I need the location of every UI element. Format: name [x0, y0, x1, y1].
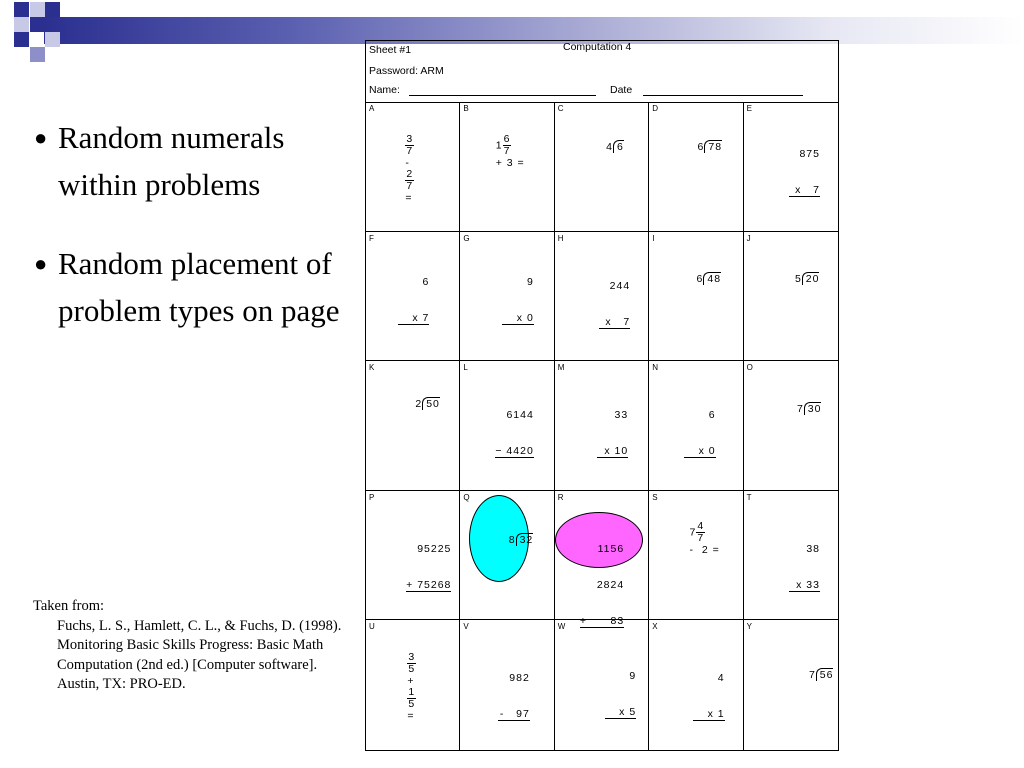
bullet-text: Random numerals within problems	[58, 120, 285, 202]
problem-cell-c	[555, 102, 649, 232]
bullet-list	[34, 114, 354, 366]
name-line	[409, 95, 596, 96]
bullet-item	[34, 114, 354, 208]
problem-y: 7 56	[808, 669, 834, 682]
problem-cell-r	[555, 491, 649, 627]
deco-square	[14, 32, 29, 47]
problem-b: 1 $\frac{6}{7}$ + 3 =	[495, 133, 525, 169]
fraction: $\frac{6}{7}$	[503, 133, 511, 157]
cell-label: O	[746, 363, 753, 373]
fraction: $\frac{3}{7}$	[406, 133, 414, 157]
problem-cell-b	[460, 102, 554, 232]
cell-label: S	[652, 492, 658, 502]
problem-cell-v	[460, 620, 554, 750]
cell-label: P	[369, 492, 375, 502]
cell-label: M	[557, 363, 565, 373]
problem-k: 2 50	[415, 398, 440, 411]
problem-cell-w	[555, 620, 649, 750]
problem-grid	[366, 102, 838, 750]
problem-cell-p	[366, 491, 460, 621]
fraction: $\frac{4}{7}$	[697, 519, 705, 544]
problem-m: 33 x 10	[597, 385, 628, 482]
problem-cell-m	[555, 361, 649, 491]
problem-cell-o	[744, 361, 838, 491]
problem-cell-i	[649, 232, 743, 362]
problem-x: 4 x 1	[693, 648, 724, 745]
sheet-password: Password: ARM	[369, 65, 444, 77]
deco-square	[30, 17, 45, 32]
deco-square	[30, 2, 45, 17]
problem-q: 8 32	[508, 533, 534, 546]
problem-w: 9 x 5	[605, 646, 636, 743]
cell-label: T	[746, 492, 752, 502]
cell-label: I	[652, 233, 655, 243]
date-line	[643, 95, 803, 96]
cell-label: H	[557, 233, 564, 243]
source-credit	[33, 597, 348, 695]
problem-u: $\frac{3}{5}$ + $\frac{1}{5}$ =	[407, 651, 416, 723]
problem-cell-x	[649, 620, 743, 750]
problem-cell-l	[460, 361, 554, 491]
fraction: $\frac{3}{5}$	[408, 651, 416, 676]
problem-cell-u	[366, 620, 460, 750]
credit-reference: Fuchs, L. S., Hamlett, C. L., & Fuchs, D. (1998). Monitoring Basic Skills Progress: Basic Math Computation (2nd ed.) [Computer software]. Austin, TX: PRO-ED.	[57, 617, 342, 692]
cell-label: L	[463, 363, 468, 373]
deco-square	[45, 2, 60, 17]
problem-cell-j	[744, 232, 838, 362]
cell-label: B	[463, 104, 469, 113]
cell-label: E	[746, 104, 752, 113]
fraction: $\frac{1}{5}$	[408, 686, 416, 711]
problem-cell-h	[555, 232, 649, 362]
problem-cell-q	[460, 491, 554, 621]
problem-e: 875 x 7	[789, 124, 820, 221]
date-label: Date	[610, 84, 633, 96]
problem-v: 982 - 97	[499, 672, 530, 721]
deco-square	[45, 32, 60, 47]
problem-cell-f	[366, 232, 460, 362]
cell-label: Q	[463, 492, 470, 502]
problem-cell-t	[744, 491, 838, 621]
cell-label: W	[557, 622, 566, 632]
cell-label: R	[557, 492, 564, 502]
fraction: $\frac{2}{7}$	[406, 168, 414, 192]
problem-h: 244 x 7	[599, 256, 630, 353]
problem-p: 95225 + 75268	[406, 542, 452, 591]
credit-heading: Taken from:	[33, 598, 105, 614]
deco-square	[14, 17, 29, 32]
deco-square	[14, 2, 29, 17]
cell-label: Y	[746, 622, 752, 632]
cell-label: C	[557, 104, 564, 113]
bullet-dot-icon: ●	[34, 125, 48, 150]
problem-i: 6 48	[696, 272, 722, 285]
sheet-number: Sheet #1	[369, 44, 412, 56]
deco-square	[30, 47, 45, 62]
problem-cell-d	[649, 102, 743, 232]
problem-r: 1156 2824 + 83	[579, 542, 625, 627]
problem-s: 7 $\frac{4}{7}$ - 2 =	[689, 519, 720, 556]
problem-cell-y	[744, 620, 838, 750]
problem-g: 9 x 0	[502, 252, 533, 349]
cell-label: V	[463, 622, 469, 632]
problem-o: 7 30	[796, 403, 822, 416]
bullet-text: Random placement of problem types on page	[58, 246, 340, 328]
worksheet-header	[366, 41, 838, 103]
problem-d: 6 78	[697, 141, 723, 153]
problem-f: 6 x 7	[398, 252, 429, 349]
name-label: Name:	[369, 84, 400, 96]
problem-cell-e	[744, 102, 838, 232]
problem-a: $\frac{3}{7}$ - $\frac{2}{7}$ =	[405, 133, 414, 204]
problem-cell-k	[366, 361, 460, 491]
cell-label: J	[746, 233, 751, 243]
problem-t: 38 x 33	[789, 519, 820, 616]
cell-label: G	[463, 233, 470, 243]
cell-label: A	[369, 104, 375, 113]
sheet-title: Computation 4	[563, 41, 632, 53]
worksheet	[365, 40, 839, 751]
bullet-item	[34, 240, 354, 334]
cell-label: U	[369, 622, 375, 632]
problem-n: 6 x 0	[684, 385, 715, 482]
problem-cell-a	[366, 102, 460, 232]
problem-j: 5 20	[794, 272, 820, 285]
cell-label: X	[652, 622, 658, 632]
cell-label: N	[652, 363, 658, 373]
problem-l: 6144 − 4420	[495, 409, 534, 458]
problem-cell-n	[649, 361, 743, 491]
cell-label: K	[369, 363, 375, 373]
problem-cell-g	[460, 232, 554, 362]
bullet-dot-icon: ●	[34, 251, 48, 276]
cell-label: D	[652, 104, 658, 113]
problem-c: 4 6	[606, 141, 624, 153]
cell-label: F	[369, 233, 374, 243]
problem-cell-s	[649, 491, 743, 621]
